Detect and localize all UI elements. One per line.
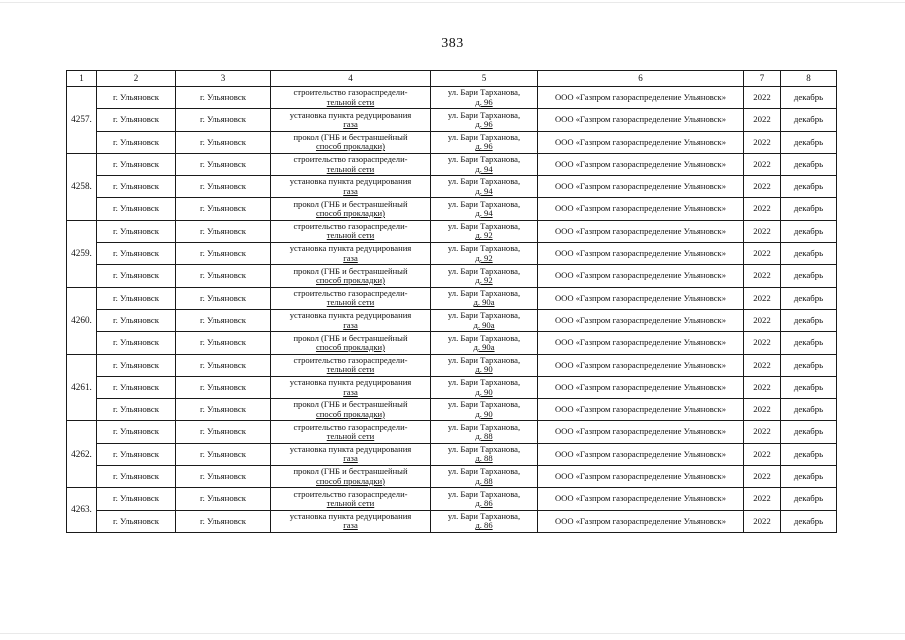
cell-line: установка пункта редуцирования <box>289 176 412 187</box>
city-cell: г. Ульяновск <box>176 109 271 131</box>
entry-number: 4261. <box>67 354 97 421</box>
table-row <box>67 131 837 153</box>
address-cell <box>431 466 538 488</box>
year-cell: 2022 <box>744 332 781 354</box>
city-cell: г. Ульяновск <box>176 243 271 265</box>
year-cell: 2022 <box>744 309 781 331</box>
entry-number: 4258. <box>67 153 97 220</box>
cell-line: д. 88 <box>475 453 493 464</box>
table-row <box>67 466 837 488</box>
table-row <box>67 443 837 465</box>
city-cell: г. Ульяновск <box>176 198 271 220</box>
cell-line: ул. Бари Тарханова, <box>447 310 521 321</box>
region-cell: г. Ульяновск <box>97 198 176 220</box>
city-cell: г. Ульяновск <box>176 309 271 331</box>
cell-line: способ прокладки) <box>315 275 386 286</box>
table-row <box>67 287 837 309</box>
table-row <box>67 198 837 220</box>
cell-line: строительство газораспредели- <box>293 488 408 499</box>
cell-line: прокол (ГНБ и бестраншейный <box>293 399 408 410</box>
work-type-cell <box>271 287 431 309</box>
cell-line: газа <box>343 118 358 129</box>
month-cell: декабрь <box>781 309 837 331</box>
work-type-cell <box>271 443 431 465</box>
organization-cell: ООО «Газпром газораспределение Ульяновск» <box>538 243 744 265</box>
region-cell: г. Ульяновск <box>97 309 176 331</box>
cell-line: способ прокладки) <box>315 141 386 152</box>
table-row <box>67 332 837 354</box>
work-type-cell <box>271 332 431 354</box>
cell-line: д. 90а <box>473 297 495 308</box>
cell-line: д. 96 <box>475 118 493 129</box>
organization-cell: ООО «Газпром газораспределение Ульяновск» <box>538 198 744 220</box>
cell-line: д. 90а <box>473 319 495 330</box>
address-cell <box>431 131 538 153</box>
cell-line: прокол (ГНБ и бестраншейный <box>293 265 408 276</box>
organization-cell: ООО «Газпром газораспределение Ульяновск» <box>538 131 744 153</box>
organization-cell: ООО «Газпром газораспределение Ульяновск» <box>538 87 744 109</box>
address-cell <box>431 109 538 131</box>
cell-line: д. 90а <box>473 341 495 352</box>
cell-line: тельной сети <box>326 96 375 107</box>
address-cell <box>431 443 538 465</box>
region-cell: г. Ульяновск <box>97 421 176 443</box>
cell-line: установка пункта редуцирования <box>289 443 412 454</box>
city-cell: г. Ульяновск <box>176 399 271 421</box>
organization-cell: ООО «Газпром газораспределение Ульяновск» <box>538 354 744 376</box>
entry-number: 4260. <box>67 287 97 354</box>
organization-cell: ООО «Газпром газораспределение Ульяновск» <box>538 488 744 510</box>
cell-line: д. 90 <box>475 386 493 397</box>
year-cell: 2022 <box>744 510 781 532</box>
region-cell: г. Ульяновск <box>97 109 176 131</box>
cell-line: ул. Бари Тарханова, <box>447 443 521 454</box>
cell-line: способ прокладки) <box>315 475 386 486</box>
organization-cell: ООО «Газпром газораспределение Ульяновск» <box>538 443 744 465</box>
month-cell: декабрь <box>781 466 837 488</box>
cell-line: строительство газораспредели- <box>293 421 408 432</box>
cell-line: ул. Бари Тарханова, <box>447 510 521 521</box>
city-cell: г. Ульяновск <box>176 332 271 354</box>
organization-cell: ООО «Газпром газораспределение Ульяновск» <box>538 466 744 488</box>
region-cell: г. Ульяновск <box>97 399 176 421</box>
cell-line: ул. Бари Тарханова, <box>447 131 521 142</box>
cell-line: ул. Бари Тарханова, <box>447 176 521 187</box>
month-cell: декабрь <box>781 243 837 265</box>
table-row <box>67 399 837 421</box>
cell-line: д. 90 <box>475 364 493 375</box>
cell-line: д. 96 <box>475 141 493 152</box>
city-cell: г. Ульяновск <box>176 220 271 242</box>
year-cell: 2022 <box>744 243 781 265</box>
header-cell: 6 <box>538 71 744 87</box>
cell-line: газа <box>343 185 358 196</box>
cell-line: газа <box>343 386 358 397</box>
header-cell: 8 <box>781 71 837 87</box>
entry-number: 4257. <box>67 87 97 154</box>
month-cell: декабрь <box>781 198 837 220</box>
address-cell <box>431 176 538 198</box>
region-cell: г. Ульяновск <box>97 354 176 376</box>
city-cell: г. Ульяновск <box>176 153 271 175</box>
year-cell: 2022 <box>744 421 781 443</box>
table-row <box>67 376 837 398</box>
cell-line: д. 92 <box>475 275 493 286</box>
year-cell: 2022 <box>744 153 781 175</box>
city-cell: г. Ульяновск <box>176 466 271 488</box>
work-type-cell <box>271 131 431 153</box>
work-type-cell <box>271 153 431 175</box>
address-cell <box>431 243 538 265</box>
work-type-cell <box>271 198 431 220</box>
region-cell: г. Ульяновск <box>97 176 176 198</box>
city-cell: г. Ульяновск <box>176 265 271 287</box>
cell-line: ул. Бари Тарханова, <box>447 332 521 343</box>
cell-line: ул. Бари Тарханова, <box>447 243 521 254</box>
address-cell <box>431 332 538 354</box>
table-row <box>67 309 837 331</box>
month-cell: декабрь <box>781 399 837 421</box>
cell-line: тельной сети <box>326 230 375 241</box>
month-cell: декабрь <box>781 265 837 287</box>
organization-cell: ООО «Газпром газораспределение Ульяновск» <box>538 153 744 175</box>
month-cell: декабрь <box>781 131 837 153</box>
city-cell: г. Ульяновск <box>176 354 271 376</box>
cell-line: способ прокладки) <box>315 208 386 219</box>
organization-cell: ООО «Газпром газораспределение Ульяновск» <box>538 510 744 532</box>
cell-line: ул. Бари Тарханова, <box>447 354 521 365</box>
cell-line: д. 90 <box>475 408 493 419</box>
cell-line: тельной сети <box>326 297 375 308</box>
month-cell: декабрь <box>781 176 837 198</box>
address-cell <box>431 421 538 443</box>
cell-line: установка пункта редуцирования <box>289 243 412 254</box>
address-cell <box>431 376 538 398</box>
region-cell: г. Ульяновск <box>97 510 176 532</box>
city-cell: г. Ульяновск <box>176 87 271 109</box>
organization-cell: ООО «Газпром газораспределение Ульяновск» <box>538 109 744 131</box>
month-cell: декабрь <box>781 443 837 465</box>
work-type-cell <box>271 220 431 242</box>
cell-line: ул. Бари Тарханова, <box>447 399 521 410</box>
address-cell <box>431 220 538 242</box>
scan-edge-bottom <box>0 633 905 634</box>
address-cell <box>431 198 538 220</box>
month-cell: декабрь <box>781 354 837 376</box>
region-cell: г. Ульяновск <box>97 220 176 242</box>
organization-cell: ООО «Газпром газораспределение Ульяновск» <box>538 220 744 242</box>
table-row <box>67 87 837 109</box>
cell-line: тельной сети <box>326 163 375 174</box>
organization-cell: ООО «Газпром газораспределение Ульяновск» <box>538 309 744 331</box>
cell-line: газа <box>343 520 358 531</box>
table-row <box>67 176 837 198</box>
region-cell: г. Ульяновск <box>97 287 176 309</box>
table-row <box>67 220 837 242</box>
table-row <box>67 510 837 532</box>
cell-line: д. 94 <box>475 185 493 196</box>
table-row <box>67 153 837 175</box>
city-cell: г. Ульяновск <box>176 287 271 309</box>
organization-cell: ООО «Газпром газораспределение Ульяновск» <box>538 287 744 309</box>
page-number: 383 <box>441 36 464 51</box>
year-cell: 2022 <box>744 176 781 198</box>
cell-line: газа <box>343 319 358 330</box>
work-type-cell <box>271 510 431 532</box>
cell-line: д. 92 <box>475 252 493 263</box>
header-cell: 2 <box>97 71 176 87</box>
year-cell: 2022 <box>744 198 781 220</box>
address-cell <box>431 354 538 376</box>
work-type-cell <box>271 354 431 376</box>
month-cell: декабрь <box>781 421 837 443</box>
address-cell <box>431 510 538 532</box>
cell-line: строительство газораспредели- <box>293 287 408 298</box>
cell-line: д. 86 <box>475 497 493 508</box>
table-row <box>67 421 837 443</box>
year-cell: 2022 <box>744 354 781 376</box>
cell-line: установка пункта редуцирования <box>289 510 412 521</box>
cell-line: строительство газораспредели- <box>293 87 408 98</box>
header-cell: 4 <box>271 71 431 87</box>
cell-line: ул. Бари Тарханова, <box>447 154 521 165</box>
region-cell: г. Ульяновск <box>97 265 176 287</box>
cell-line: ул. Бари Тарханова, <box>447 87 521 98</box>
header-cell: 7 <box>744 71 781 87</box>
year-cell: 2022 <box>744 87 781 109</box>
city-cell: г. Ульяновск <box>176 131 271 153</box>
month-cell: декабрь <box>781 510 837 532</box>
cell-line: д. 86 <box>475 520 493 531</box>
cell-line: ул. Бари Тарханова, <box>447 377 521 388</box>
table-row <box>67 243 837 265</box>
cell-line: ул. Бари Тарханова, <box>447 287 521 298</box>
address-cell <box>431 87 538 109</box>
organization-cell: ООО «Газпром газораспределение Ульяновск» <box>538 376 744 398</box>
year-cell: 2022 <box>744 376 781 398</box>
city-cell: г. Ульяновск <box>176 510 271 532</box>
header-cell: 5 <box>431 71 538 87</box>
cell-line: ул. Бари Тарханова, <box>447 488 521 499</box>
cell-line: строительство газораспредели- <box>293 154 408 165</box>
month-cell: декабрь <box>781 87 837 109</box>
address-cell <box>431 399 538 421</box>
address-cell <box>431 153 538 175</box>
month-cell: декабрь <box>781 109 837 131</box>
table-row <box>67 109 837 131</box>
table-row <box>67 354 837 376</box>
address-cell <box>431 287 538 309</box>
work-type-cell <box>271 176 431 198</box>
region-cell: г. Ульяновск <box>97 153 176 175</box>
organization-cell: ООО «Газпром газораспределение Ульяновск» <box>538 421 744 443</box>
cell-line: д. 96 <box>475 96 493 107</box>
entry-number: 4263. <box>67 488 97 533</box>
year-cell: 2022 <box>744 287 781 309</box>
month-cell: декабрь <box>781 376 837 398</box>
cell-line: газа <box>343 453 358 464</box>
region-cell: г. Ульяновск <box>97 488 176 510</box>
cell-line: прокол (ГНБ и бестраншейный <box>293 332 408 343</box>
work-type-cell <box>271 309 431 331</box>
header-row <box>67 71 837 87</box>
city-cell: г. Ульяновск <box>176 421 271 443</box>
cell-line: прокол (ГНБ и бестраншейный <box>293 198 408 209</box>
cell-line: газа <box>343 252 358 263</box>
region-cell: г. Ульяновск <box>97 243 176 265</box>
cell-line: строительство газораспредели- <box>293 221 408 232</box>
cell-line: ул. Бари Тарханова, <box>447 265 521 276</box>
cell-line: прокол (ГНБ и бестраншейный <box>293 131 408 142</box>
header-cell: 3 <box>176 71 271 87</box>
year-cell: 2022 <box>744 443 781 465</box>
region-cell: г. Ульяновск <box>97 466 176 488</box>
work-type-cell <box>271 87 431 109</box>
city-cell: г. Ульяновск <box>176 443 271 465</box>
organization-cell: ООО «Газпром газораспределение Ульяновск» <box>538 265 744 287</box>
year-cell: 2022 <box>744 399 781 421</box>
cell-line: ул. Бари Тарханова, <box>447 221 521 232</box>
month-cell: декабрь <box>781 332 837 354</box>
region-cell: г. Ульяновск <box>97 131 176 153</box>
month-cell: декабрь <box>781 488 837 510</box>
address-cell <box>431 309 538 331</box>
entry-number: 4262. <box>67 421 97 488</box>
cell-line: прокол (ГНБ и бестраншейный <box>293 466 408 477</box>
address-cell <box>431 488 538 510</box>
organization-cell: ООО «Газпром газораспределение Ульяновск» <box>538 399 744 421</box>
work-type-cell <box>271 265 431 287</box>
work-type-cell <box>271 399 431 421</box>
cell-line: ул. Бари Тарханова, <box>447 421 521 432</box>
cell-line: установка пункта редуцирования <box>289 109 412 120</box>
region-cell: г. Ульяновск <box>97 376 176 398</box>
register-table <box>66 70 837 533</box>
month-cell: декабрь <box>781 153 837 175</box>
year-cell: 2022 <box>744 265 781 287</box>
scan-edge-top <box>0 2 905 3</box>
cell-line: д. 88 <box>475 431 493 442</box>
city-cell: г. Ульяновск <box>176 376 271 398</box>
table-row <box>67 265 837 287</box>
cell-line: тельной сети <box>326 364 375 375</box>
cell-line: ул. Бари Тарханова, <box>447 466 521 477</box>
organization-cell: ООО «Газпром газораспределение Ульяновск» <box>538 332 744 354</box>
work-type-cell <box>271 243 431 265</box>
year-cell: 2022 <box>744 488 781 510</box>
work-type-cell <box>271 421 431 443</box>
city-cell: г. Ульяновск <box>176 488 271 510</box>
region-cell: г. Ульяновск <box>97 332 176 354</box>
month-cell: декабрь <box>781 287 837 309</box>
work-type-cell <box>271 488 431 510</box>
city-cell: г. Ульяновск <box>176 176 271 198</box>
cell-line: строительство газораспредели- <box>293 354 408 365</box>
cell-line: д. 94 <box>475 163 493 174</box>
cell-line: ул. Бари Тарханова, <box>447 198 521 209</box>
cell-line: тельной сети <box>326 497 375 508</box>
cell-line: ул. Бари Тарханова, <box>447 109 521 120</box>
region-cell: г. Ульяновск <box>97 87 176 109</box>
table-row <box>67 488 837 510</box>
header-cell: 1 <box>67 71 97 87</box>
work-type-cell <box>271 466 431 488</box>
year-cell: 2022 <box>744 466 781 488</box>
month-cell: декабрь <box>781 220 837 242</box>
cell-line: тельной сети <box>326 431 375 442</box>
cell-line: д. 92 <box>475 230 493 241</box>
year-cell: 2022 <box>744 220 781 242</box>
region-cell: г. Ульяновск <box>97 443 176 465</box>
year-cell: 2022 <box>744 109 781 131</box>
entry-number: 4259. <box>67 220 97 287</box>
cell-line: установка пункта редуцирования <box>289 310 412 321</box>
cell-line: способ прокладки) <box>315 408 386 419</box>
cell-line: д. 94 <box>475 208 493 219</box>
cell-line: установка пункта редуцирования <box>289 377 412 388</box>
work-type-cell <box>271 109 431 131</box>
work-type-cell <box>271 376 431 398</box>
organization-cell: ООО «Газпром газораспределение Ульяновск» <box>538 176 744 198</box>
cell-line: д. 88 <box>475 475 493 486</box>
register-body <box>67 71 837 533</box>
address-cell <box>431 265 538 287</box>
year-cell: 2022 <box>744 131 781 153</box>
cell-line: способ прокладки) <box>315 341 386 352</box>
